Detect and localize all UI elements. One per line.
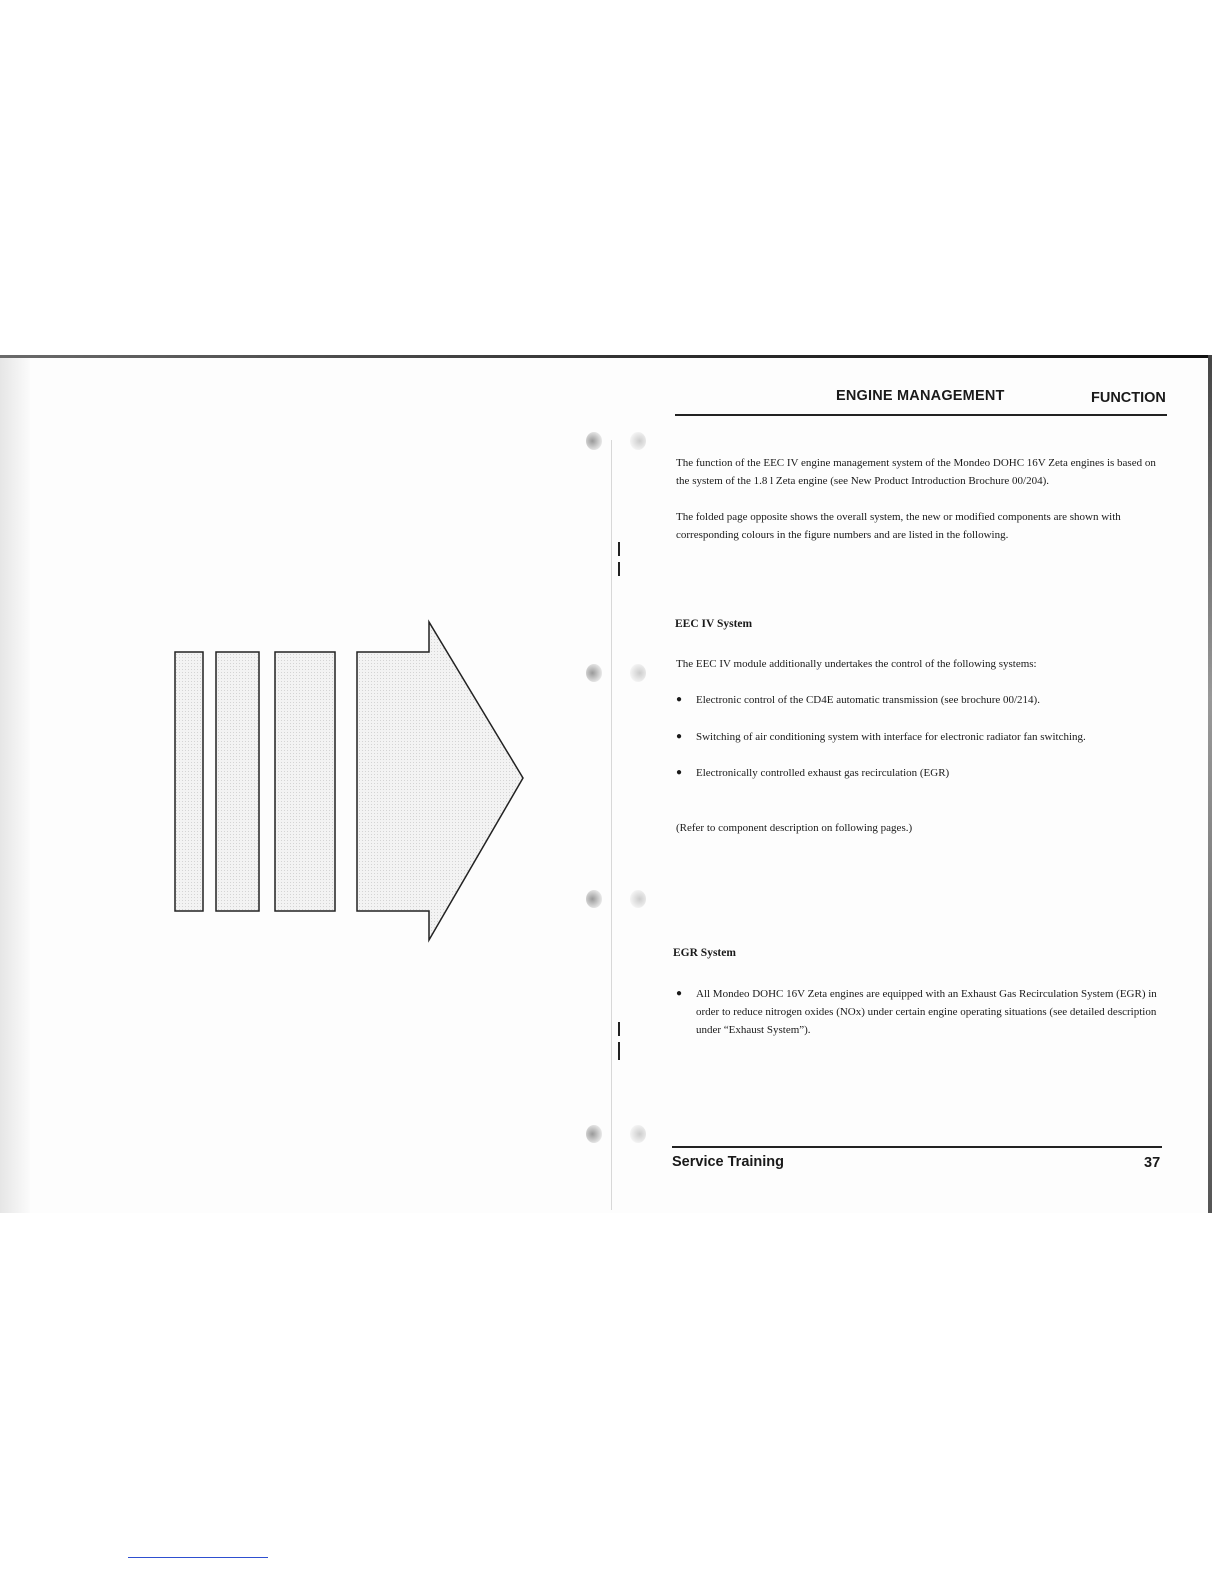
scan-left-margin xyxy=(0,358,30,1213)
list-item xyxy=(676,985,1168,1039)
footer-title: Service Training xyxy=(672,1154,785,1170)
section-heading: EGR System xyxy=(673,947,736,959)
intro-paragraph: The folded page opposite shows the overall system, the new or modified components are shown with corresponding colours in the figure numbers and are listed in the following. xyxy=(676,511,1121,541)
binding-mark xyxy=(618,1042,620,1060)
bar-shape xyxy=(275,652,335,911)
section-heading: EEC IV System xyxy=(675,618,753,630)
bullet-icon: ● xyxy=(676,767,683,778)
list-item-text: Switching of air conditioning system with interface for electronic radiator fan switching. xyxy=(696,731,1086,743)
list-item xyxy=(676,691,1168,709)
bullet-icon: ● xyxy=(676,731,683,742)
punch-hole xyxy=(630,432,646,450)
scan-right-edge xyxy=(1208,355,1212,1213)
punch-hole xyxy=(630,1125,646,1143)
punch-hole xyxy=(630,890,646,908)
binding-mark xyxy=(618,542,620,556)
arrow-with-bars-icon xyxy=(170,618,530,948)
list-item-text: Electronic control of the CD4E automatic transmission (see brochure 00/214). xyxy=(696,694,1040,706)
scan-top-edge xyxy=(0,355,1212,358)
list-item-text: Electronically controlled exhaust gas recirculation (EGR) xyxy=(696,767,950,779)
punch-hole xyxy=(630,664,646,682)
reference-note: (Refer to component description on following pages.) xyxy=(676,822,913,834)
list-item xyxy=(676,728,1168,746)
page-header-title: ENGINE MANAGEMENT xyxy=(836,388,1005,404)
page-fold-line xyxy=(611,440,612,1210)
list-item xyxy=(676,764,1168,782)
footer-rule xyxy=(672,1146,1162,1148)
binding-mark xyxy=(618,562,620,576)
arrow-shape xyxy=(357,622,523,940)
bar-shape xyxy=(175,652,203,911)
list-item-text: All Mondeo DOHC 16V Zeta engines are equipped with an Exhaust Gas Recirculation System (EGR) in order to reduce nitrogen oxides (NOx) under certain engine operating situations (see detailed description under “Exhaust System”). xyxy=(696,988,1157,1036)
bullet-icon: ● xyxy=(676,694,683,705)
header-rule xyxy=(675,414,1167,416)
intro-paragraph: The function of the EEC IV engine management system of the Mondeo DOHC 16V Zeta engines is based on the system of the 1.8 l Zeta engine (see New Product Introduction Brochure 00/204). xyxy=(676,457,1156,487)
binding-mark xyxy=(618,1022,620,1036)
punch-hole xyxy=(586,432,602,450)
bullet-icon: ● xyxy=(676,988,683,999)
section-intro: The EEC IV module additionally undertakes the control of the following systems: xyxy=(676,658,1037,670)
bar-shape xyxy=(216,652,259,911)
link-underline xyxy=(128,1557,268,1558)
page-header-section: FUNCTION xyxy=(1091,390,1166,406)
punch-hole xyxy=(586,1125,602,1143)
punch-hole xyxy=(586,664,602,682)
page-number: 37 xyxy=(1144,1155,1161,1171)
punch-hole xyxy=(586,890,602,908)
